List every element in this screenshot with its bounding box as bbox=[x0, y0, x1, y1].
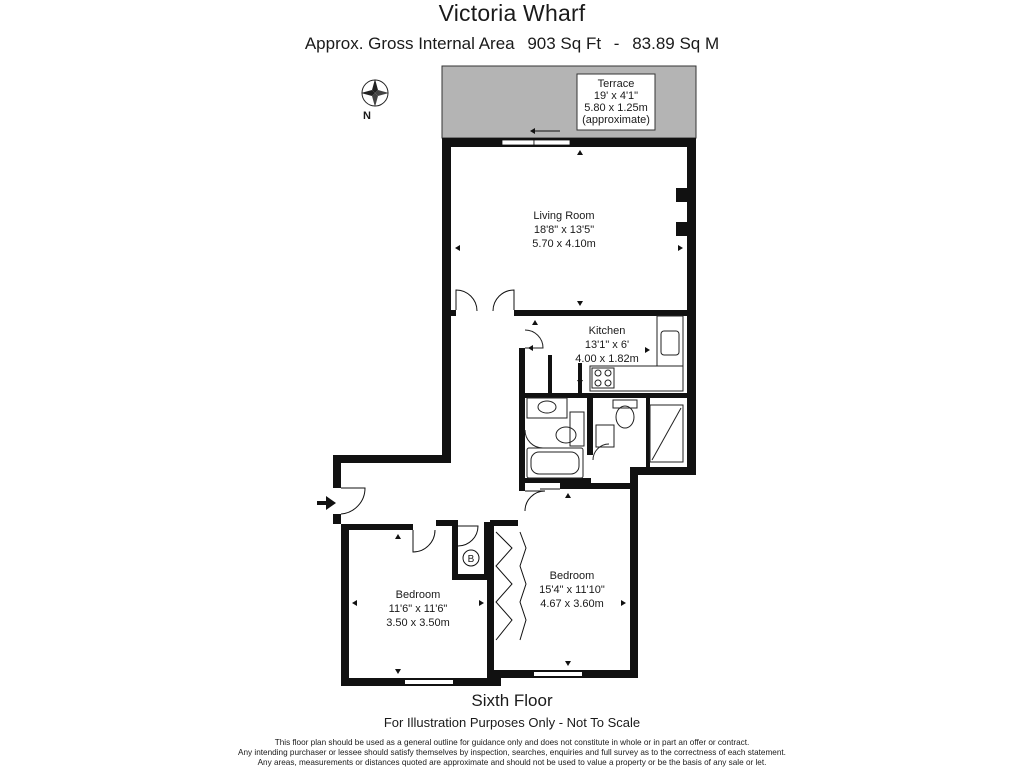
illustration-note: For Illustration Purposes Only - Not To Scale bbox=[383, 715, 641, 730]
bedroom2-imperial: 15'4" x 11'10" bbox=[539, 584, 605, 596]
area-sqft: 903 Sq Ft bbox=[527, 34, 602, 53]
terrace-imperial: 19' x 4'1" bbox=[593, 90, 639, 102]
bedroom1-imperial: 11'6" x 11'6" bbox=[388, 603, 448, 615]
bedroom1-metric: 3.50 x 3.50m bbox=[386, 617, 450, 629]
living-imperial: 18'8" x 13'5" bbox=[533, 224, 595, 236]
disclaimer-line: Any intending purchaser or lessee should satisfy themselves by inspection, searches, enquiries and full survey as to the correctness of each statement. bbox=[238, 748, 786, 757]
area-separator: - bbox=[613, 34, 620, 53]
bedroom1-name: Bedroom bbox=[395, 589, 441, 601]
living-name: Living Room bbox=[533, 210, 595, 222]
terrace-metric: 5.80 x 1.25m bbox=[584, 102, 648, 114]
kitchen-metric: 4.00 x 1.82m bbox=[575, 353, 639, 365]
entrance-arrow-icon bbox=[317, 496, 336, 510]
kitchen-name: Kitchen bbox=[588, 325, 626, 337]
bedroom2-metric: 4.67 x 3.60m bbox=[540, 598, 604, 610]
plan-title: Victoria Wharf bbox=[438, 0, 586, 26]
kitchen-label bbox=[575, 325, 639, 365]
disclaimer bbox=[0, 738, 1024, 768]
bedroom-1-label bbox=[386, 589, 450, 629]
walls bbox=[333, 138, 696, 686]
disclaimer-line: Any areas, measurements or distances quoted are approximate and should not be used to value a property or be the basis of any sale or let. bbox=[257, 758, 767, 767]
bedroom2-name: Bedroom bbox=[549, 570, 595, 582]
compass-rose-icon bbox=[361, 79, 389, 107]
floor-name: Sixth Floor bbox=[471, 691, 553, 710]
bathroom-fittings bbox=[525, 398, 683, 478]
compass-north-label: N bbox=[363, 110, 371, 122]
terrace-note: (approximate) bbox=[582, 114, 650, 126]
living-metric: 5.70 x 4.10m bbox=[532, 238, 596, 250]
area-sqm: 83.89 Sq M bbox=[632, 34, 720, 53]
living-double-door bbox=[456, 290, 514, 311]
disclaimer-line: This floor plan should be used as a general outline for guidance only and does not constitute in whole or in part an offer or contract. bbox=[274, 738, 750, 747]
area-label: Approx. Gross Internal Area bbox=[304, 34, 515, 53]
terrace-area bbox=[442, 66, 696, 138]
bedroom-2-label bbox=[539, 570, 605, 610]
entrance-door bbox=[341, 488, 365, 514]
boiler-label: B bbox=[467, 554, 475, 565]
terrace-name: Terrace bbox=[597, 78, 635, 90]
kitchen-imperial: 13'1" x 6' bbox=[584, 339, 630, 351]
living-room-label bbox=[532, 210, 596, 250]
